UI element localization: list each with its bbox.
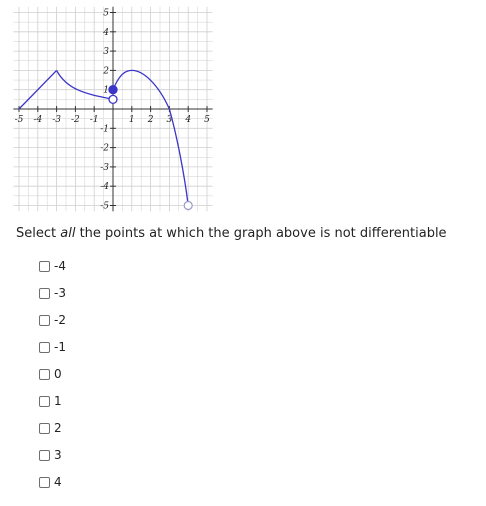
function-graph [0, 0, 230, 215]
question-prefix: Select [16, 226, 61, 241]
question-prompt [16, 226, 447, 241]
option--3[interactable] [39, 285, 66, 301]
y-tick-label: -5 [100, 201, 109, 212]
y-tick-label: 4 [103, 27, 109, 38]
option-label: -1 [54, 340, 66, 354]
x-tick-label: -1 [89, 115, 99, 125]
x-tick-label: -3 [52, 115, 61, 125]
y-tick-label: -2 [100, 143, 109, 154]
x-tick-label: -5 [14, 115, 24, 125]
x-tick-label: 5 [204, 115, 210, 125]
y-tick-label: 2 [103, 66, 109, 77]
x-tick-label: -2 [71, 115, 80, 125]
closed-point [109, 86, 117, 94]
checkbox[interactable] [39, 423, 50, 434]
option-2[interactable] [39, 420, 62, 436]
option-label: 4 [54, 475, 62, 489]
open-point-end [184, 202, 192, 210]
checkbox[interactable] [39, 396, 50, 407]
option-label: 2 [54, 421, 62, 435]
y-tick-label: -4 [100, 182, 109, 193]
checkbox[interactable] [39, 288, 50, 299]
option-label: -3 [54, 286, 66, 300]
checkbox[interactable] [39, 315, 50, 326]
y-tick-label: 3 [103, 47, 109, 58]
x-tick-label: 3 [166, 115, 173, 125]
question-emphasis: all [60, 226, 76, 241]
graph-axes [13, 7, 212, 212]
option--4[interactable] [39, 258, 66, 274]
open-point [109, 95, 117, 103]
option-label: 0 [54, 367, 62, 381]
option-4[interactable] [39, 474, 62, 490]
option-label: -4 [54, 259, 66, 273]
x-tick-label: 1 [128, 115, 135, 125]
checkbox[interactable] [39, 261, 50, 272]
x-tick-label: -4 [33, 115, 43, 125]
checkbox[interactable] [39, 450, 50, 461]
option--1[interactable] [39, 339, 66, 355]
option-label: 1 [54, 394, 62, 408]
option-0[interactable] [39, 366, 62, 382]
x-tick-label: 2 [147, 115, 154, 125]
option-label: 3 [54, 448, 62, 462]
checkbox[interactable] [39, 369, 50, 380]
x-tick-label: 4 [185, 115, 192, 125]
y-tick-label: -1 [100, 124, 109, 135]
y-tick-label: 5 [103, 8, 109, 19]
option-1[interactable] [39, 393, 62, 409]
option--2[interactable] [39, 312, 66, 328]
y-tick-label: 1 [103, 85, 109, 96]
y-tick-label: -3 [100, 162, 109, 173]
question-suffix: the points at which the graph above is not differentiable [75, 226, 447, 241]
option-label: -2 [54, 313, 66, 327]
checkbox[interactable] [39, 342, 50, 353]
checkbox[interactable] [39, 477, 50, 488]
graph-ticks [15, 9, 211, 212]
option-3[interactable] [39, 447, 62, 463]
